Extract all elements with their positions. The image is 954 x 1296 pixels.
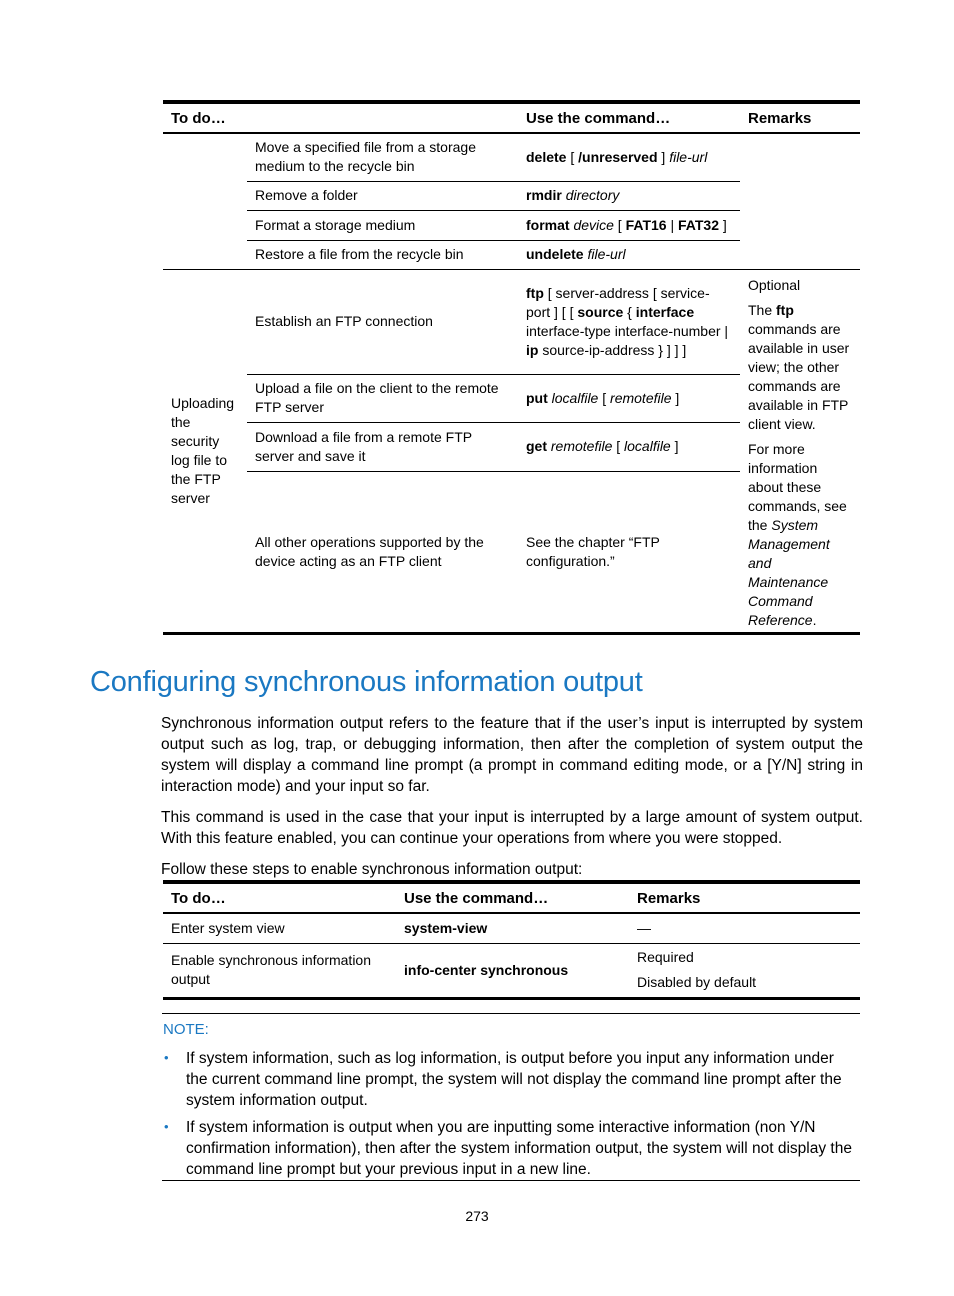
section-heading: Configuring synchronous information output [90,666,643,698]
command-argument: System Management and Maintenance Command Reference [748,516,830,628]
task-cell: All other operations supported by the device acting as an FTP client [255,533,484,569]
header-to-do: To do… [163,882,396,913]
command-keyword: ftp [776,301,794,318]
command-keyword: FAT16 [625,216,667,233]
table-header-row [163,102,860,133]
intro-paragraph: Synchronous information output refers to the feature that if the user’s input is interrupted by system output such as log, trap, or debugging information, then after the completion of system output the system will display a command line prompt (a prompt in command editing mode, or a [Y/N] string in interaction mode) and your input so far. [161,715,863,795]
command-keyword: rmdir [526,187,562,203]
header-command: Use the command… [396,882,629,913]
command-text: [ server-address [ service-port ] [ [ [526,284,710,320]
command-text: ] [671,389,680,406]
command-text: source-ip-address } ] ] ] [538,341,687,358]
note-item: If system information is output when you are inputting some interactive information (non Y/N confirmation information), then after the system information output, the system will not display the command line prompt but your previous input in a new line. [186,1119,852,1178]
bullet-icon: • [164,1050,169,1065]
command-argument: file-url [587,246,626,262]
command-text: ] [670,438,679,454]
remarks-default: Disabled by default [637,974,757,990]
task-cell: Upload a file on the client to the remote FTP server [247,374,518,422]
header-command: Use the command… [518,102,740,133]
command-keyword: put [526,389,548,406]
command-argument: localfile [551,389,599,406]
note-top-rule [162,1013,860,1014]
command-keyword: ip [526,341,539,358]
command-keyword: /unreserved [578,148,658,165]
table-row [163,133,860,181]
remarks-cell: — [637,919,651,936]
bullet-icon: • [164,1119,169,1134]
usage-paragraph: This command is used in the case that your input is interrupted by a large amount of system output. With this feature enabled, you can continue your operations from where you were stopped. [161,809,863,847]
note-label: NOTE: [163,1021,209,1038]
remarks-cell [629,943,860,998]
command-keyword: interface [635,303,695,320]
command-text: [ [598,389,611,406]
table-row [163,269,860,374]
command-text: ] [718,216,727,233]
command-cell [518,374,740,422]
task-cell: Restore a file from the recycle bin [247,240,518,269]
command-cell [518,210,740,240]
table-row [163,943,860,998]
group-label-cell: Uploading the security log file to the FTP server [171,394,235,506]
command-keyword: undelete [526,246,584,262]
command-keyword: ftp [526,284,544,301]
remarks-optional: Optional [748,276,801,293]
command-text: The [748,301,777,318]
command-cell [518,181,740,210]
command-text: [ [612,438,625,454]
header-remarks: Remarks [629,882,860,913]
command-cell [518,133,740,181]
command-table-1 [163,100,860,635]
table-row [163,913,860,943]
command-cell: system-view [404,919,488,936]
command-text: . [812,611,817,628]
task-cell: Enable synchronous information output [171,952,372,987]
command-keyword: FAT32 [678,216,719,233]
command-cell [518,240,740,269]
task-cell: Format a storage medium [247,210,518,240]
remarks-required: Required [637,949,694,965]
command-keyword: get [526,438,547,454]
page-number: 273 [465,1208,489,1224]
command-text: { [623,303,636,320]
note-bottom-rule [162,1180,860,1181]
command-cell: info-center synchronous [404,961,569,978]
remarks-cell [740,269,860,633]
command-keyword: delete [526,148,567,165]
command-keyword: format [526,216,570,233]
command-cell [518,269,740,374]
command-keyword: source [577,303,624,320]
command-argument: localfile [624,438,671,454]
command-argument: remotefile [550,438,613,454]
command-text: interface-type interface-number | [526,322,729,339]
command-text: [ [613,216,626,233]
task-cell: Move a specified file from a storage medium to the recycle bin [247,133,518,181]
header-to-do: To do… [163,102,247,133]
command-text: commands are available in user view; the other commands are available in FTP client view. [748,320,850,432]
command-text: | [666,216,678,233]
command-argument: file-url [669,148,708,165]
remarks-reference [748,440,852,630]
command-text: See the chapter “FTP configuration.” [526,533,660,569]
task-cell: Download a file from a remote FTP server and save it [247,422,518,471]
task-cell: Establish an FTP connection [247,269,518,374]
note-item: If system information, such as log information, is output before you input any information under the current command line prompt, the system will not display the command line prompt after the system information output. [186,1050,842,1109]
table-header-row [163,882,860,913]
command-argument: directory [565,187,620,203]
command-text: [ [566,148,579,165]
header-remarks: Remarks [740,102,860,133]
command-table-2 [163,880,860,1000]
task-cell: Enter system view [171,919,285,936]
command-argument: device [573,216,614,233]
task-cell: Remove a folder [247,181,518,210]
remarks-ftp-views [748,301,852,434]
command-text: ] [657,148,670,165]
command-argument: remotefile [610,389,672,406]
command-cell [518,422,740,471]
command-text: For more information about these commands, see the [748,440,847,533]
command-cell [518,471,740,633]
steps-intro: Follow these steps to enable synchronous information output: [161,861,583,878]
